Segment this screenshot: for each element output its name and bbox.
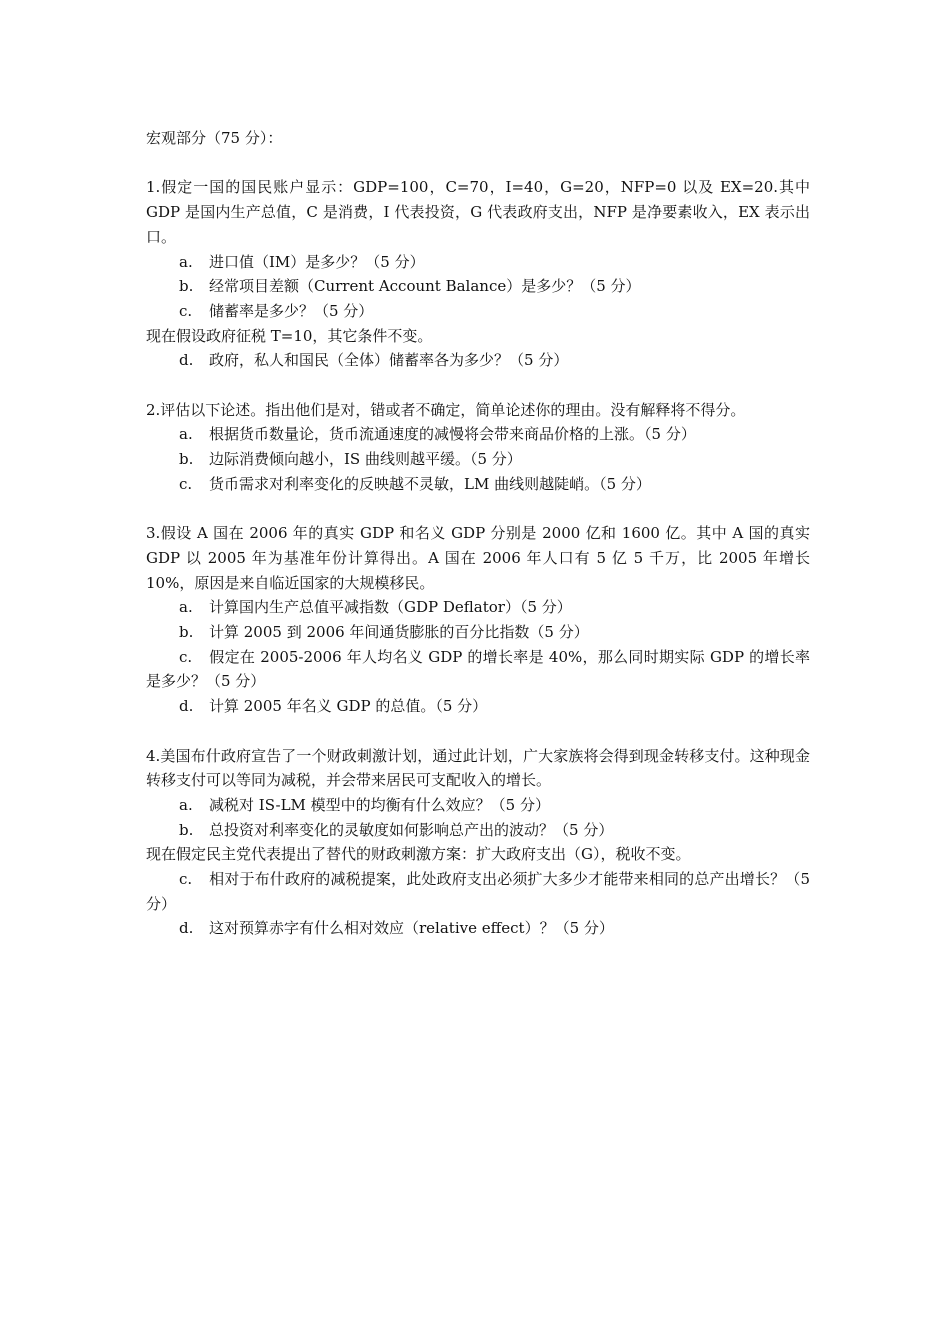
question-4-item-b [146, 818, 810, 843]
item-label: c. [179, 301, 193, 320]
item-label: c. [179, 870, 193, 889]
question-4-item-a [146, 793, 810, 818]
item-label: c. [179, 474, 193, 493]
item-text: 根据货币数量论，货币流通速度的减慢将会带来商品价格的上涨。（5 分） [209, 425, 696, 444]
question-2-item-c [146, 472, 810, 497]
question-1-item-a [146, 250, 810, 275]
item-label: a. [179, 252, 193, 271]
question-3 [146, 521, 810, 719]
item-text: 减税对 IS-LM 模型中的均衡有什么效应？（5 分） [209, 795, 550, 814]
question-2-item-b [146, 447, 810, 472]
item-text: 进口值（IM）是多少？（5 分） [209, 252, 425, 271]
question-2-item-a [146, 422, 810, 447]
question-4-item-d [146, 916, 810, 941]
question-1-item-b [146, 274, 810, 299]
item-text: 计算 2005 年名义 GDP 的总值。（5 分） [209, 697, 488, 716]
item-text: 相对于布什政府的减税提案，此处政府支出必须扩大多少才能带来相同的总产出增长？（5 分） [146, 870, 810, 913]
document-page [146, 126, 810, 941]
item-label: a. [179, 598, 193, 617]
question-3-item-c [146, 645, 810, 694]
item-label: b. [179, 820, 194, 839]
question-3-item-d [146, 694, 810, 719]
question-4-note: 现在假定民主党代表提出了替代的财政刺激方案：扩大政府支出（G），税收不变。 [146, 845, 691, 864]
item-text: 计算国内生产总值平减指数（GDP Deflator）（5 分） [209, 598, 572, 617]
section-header: 宏观部分（75 分）： [146, 129, 283, 147]
question-1 [146, 175, 810, 373]
item-text: 计算 2005 到 2006 年间通货膨胀的百分比指数（5 分） [209, 623, 589, 642]
item-label: d. [179, 919, 194, 938]
question-1-stem: 1.假定一国的国民账户显示：GDP=100，C=70，I=40，G=20，NFP=0 以及 EX=20.其中 GDP 是国内生产总值，C 是消费，I 代表投资，G 代表政府支出，NFP 是净要素收入，EX 表示出口。 [146, 178, 810, 246]
item-label: d. [179, 351, 194, 370]
item-label: d. [179, 697, 194, 716]
question-4-item-c [146, 867, 810, 916]
item-text: 政府，私人和国民（全体）储蓄率各为多少？（5 分） [209, 351, 569, 370]
question-2-stem: 2.评估以下论述。指出他们是对，错或者不确定，简单论述你的理由。没有解释将不得分。 [146, 400, 746, 419]
item-label: a. [179, 425, 193, 444]
question-2 [146, 398, 810, 497]
question-1-item-c [146, 299, 810, 324]
item-text: 这对预算赤字有什么相对效应（relative effect）？（5 分） [209, 919, 614, 938]
question-4 [146, 744, 810, 942]
item-label: a. [179, 795, 193, 814]
item-label: b. [179, 623, 194, 642]
item-text: 储蓄率是多少？（5 分） [209, 301, 374, 320]
question-1-item-d [146, 348, 810, 373]
question-3-item-b [146, 620, 810, 645]
question-1-note: 现在假设政府征税 T=10，其它条件不变。 [146, 326, 433, 345]
item-text: 货币需求对利率变化的反映越不灵敏，LM 曲线则越陡峭。（5 分） [209, 474, 651, 493]
item-text: 边际消费倾向越小，IS 曲线则越平缓。（5 分） [209, 450, 522, 469]
item-label: b. [179, 450, 194, 469]
question-3-stem: 3.假设 A 国在 2006 年的真实 GDP 和名义 GDP 分别是 2000 亿和 1600 亿。其中 A 国的真实 GDP 以 2005 年为基准年份计算得出。A 国在 2006 年人口有 5 亿 5 千万，比 2005 年增长 10%，原因是来自临近国家的大规模移民。 [146, 524, 810, 592]
question-3-item-a [146, 595, 810, 620]
item-text: 总投资对利率变化的灵敏度如何影响总产出的波动？（5 分） [209, 820, 614, 839]
item-text: 假定在 2005-2006 年人均名义 GDP 的增长率是 40%，那么同时期实际 GDP 的增长率是多少？（5 分） [146, 647, 810, 691]
item-text: 经常项目差额（Current Account Balance）是多少？（5 分） [209, 277, 641, 296]
question-4-stem: 4.美国布什政府宣告了一个财政刺激计划，通过此计划，广大家族将会得到现金转移支付。这种现金转移支付可以等同为减税，并会带来居民可支配收入的增长。 [146, 746, 810, 790]
item-label: c. [179, 647, 193, 666]
item-label: b. [179, 277, 194, 296]
